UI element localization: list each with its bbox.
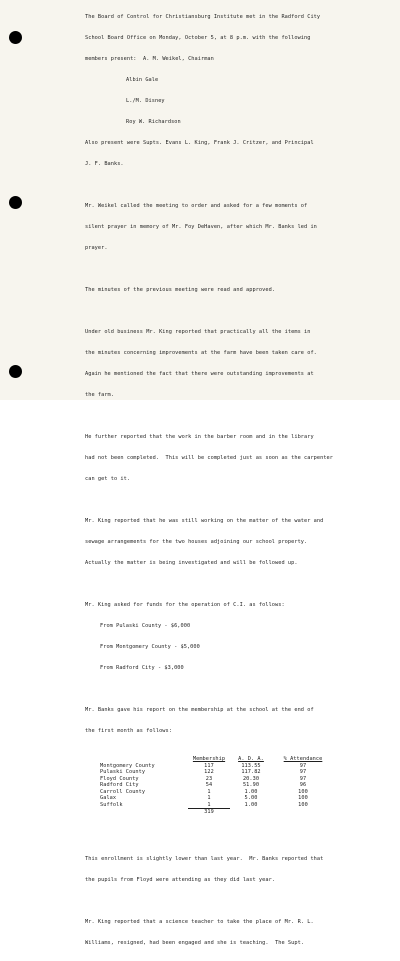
table-cell: 51.90 <box>242 782 260 788</box>
old-business-line: Again he mentioned the fact that there were outstanding improvements at <box>85 371 314 377</box>
old-business-line: Under old business Mr. King reported that practically all the items in <box>85 329 311 335</box>
table-cell: 96 <box>299 782 307 788</box>
opening-line: Mr. Weikel called the meeting to order and asked for a few moments of <box>85 203 308 209</box>
funds-item: From Pulaski County - $6,000 <box>100 623 191 629</box>
table-cell: Floyd County <box>100 775 139 782</box>
enrollment-line: This enrollment is slightly lower than last year. Mr. Banks reported that <box>85 855 324 862</box>
enrollment-line: the pupils from Floyd were attending as they did last year. <box>85 876 276 883</box>
member-name: L./M. Disney <box>126 98 165 104</box>
intro-line: School Board Office on Monday, October 5, at 8 p.m. with the following <box>85 35 311 41</box>
table-cell: 5.00 <box>244 795 258 801</box>
table-row <box>100 802 334 809</box>
barber-line: can get to it. <box>85 476 131 482</box>
table-cell: 117.82 <box>241 769 261 775</box>
table-cell: Suffolk <box>100 801 123 808</box>
binder-hole-bottom <box>9 365 22 378</box>
barber-line: He further reported that the work in the barber room and in the library <box>85 434 314 440</box>
table-cell: 23 <box>205 775 213 782</box>
table-cell: 100 <box>298 788 308 795</box>
member-name: Roy W. Richardson <box>126 119 181 125</box>
opening-line: silent prayer in memory of Mr. Foy DeHaven, after which Mr. Banks led in <box>85 224 317 230</box>
table-cell: 1.00 <box>244 788 258 795</box>
water-line: Mr. King reported that he was still working on the matter of the water and <box>85 518 324 524</box>
opening-line: prayer. <box>85 245 108 251</box>
member-name: Albin Gale <box>126 77 159 83</box>
minutes-text <box>85 0 395 961</box>
water-line: sewage arrangements for the two houses adjoining our school property. <box>85 539 308 545</box>
table-cell: 54 <box>205 782 213 788</box>
also-present-line: Also present were Supts. Evans L. King, Frank J. Critzer, and Principal <box>85 140 314 146</box>
table-cell: 20.30 <box>242 775 260 782</box>
table-cell: 97 <box>299 775 307 782</box>
also-present-line: J. F. Banks. <box>85 161 124 167</box>
funds-intro-line: Mr. King asked for funds for the operation of C.I. as follows: <box>85 602 285 608</box>
table-cell: 97 <box>299 762 307 769</box>
binder-hole-middle <box>9 196 22 209</box>
table-header-cell: A. D. A. <box>238 756 264 762</box>
intro-line: The Board of Control for Christiansburg Institute met in the Radford City <box>85 14 321 20</box>
funds-item: From Montgomery County - $5,000 <box>100 644 200 650</box>
table-header-cell: Membership <box>192 756 226 762</box>
membership-table <box>100 756 334 816</box>
teacher-line: Mr. King reported that a science teacher to take the place of Mr. R. L. <box>85 918 314 925</box>
table-cell: 117 <box>204 762 214 769</box>
old-business-line: the minutes concerning improvements at the farm have been taken care of. <box>85 350 317 356</box>
table-total-row <box>100 809 334 816</box>
barber-line: had not been completed. This will be completed just as soon as the carpenter <box>85 455 333 461</box>
old-business-line: the farm. <box>85 392 114 398</box>
table-cell: 100 <box>298 795 308 801</box>
table-cell: 97 <box>299 769 307 775</box>
minutes-approved-line: The minutes of the previous meeting were read and approved. <box>85 287 276 293</box>
table-cell: 113.55 <box>241 762 261 769</box>
table-cell: 1 <box>188 802 230 809</box>
intro-line: members present: A. M. Weikel, Chairman <box>85 56 214 62</box>
water-line: Actually the matter is being investigated and will be followed up. <box>85 560 298 566</box>
table-cell: Galax <box>100 795 117 801</box>
member-name: A. M. Weikel, Chairman <box>143 56 214 62</box>
binder-hole-top <box>9 31 22 44</box>
table-header-cell: % Attendance <box>283 756 323 762</box>
table-cell: 100 <box>298 801 308 808</box>
report-line: Mr. Banks gave his report on the membership at the school at the end of <box>85 707 314 713</box>
table-cell: Montgomery County <box>100 762 155 769</box>
table-cell: Pulaski County <box>100 769 146 775</box>
table-cell: Radford City <box>100 782 139 788</box>
funds-item: From Radford City - $3,000 <box>100 665 184 671</box>
table-cell: 1.00 <box>244 801 258 808</box>
table-cell: 1 <box>207 788 211 795</box>
table-cell: 122 <box>204 769 214 775</box>
teacher-line: Williams, resigned, had been engaged and she is teaching. The Supt. <box>85 939 305 946</box>
table-cell: 1 <box>207 795 211 801</box>
report-line: the first month as follows: <box>85 728 172 734</box>
table-cell: Carroll County <box>100 788 146 795</box>
membership-total: 319 <box>204 809 214 815</box>
